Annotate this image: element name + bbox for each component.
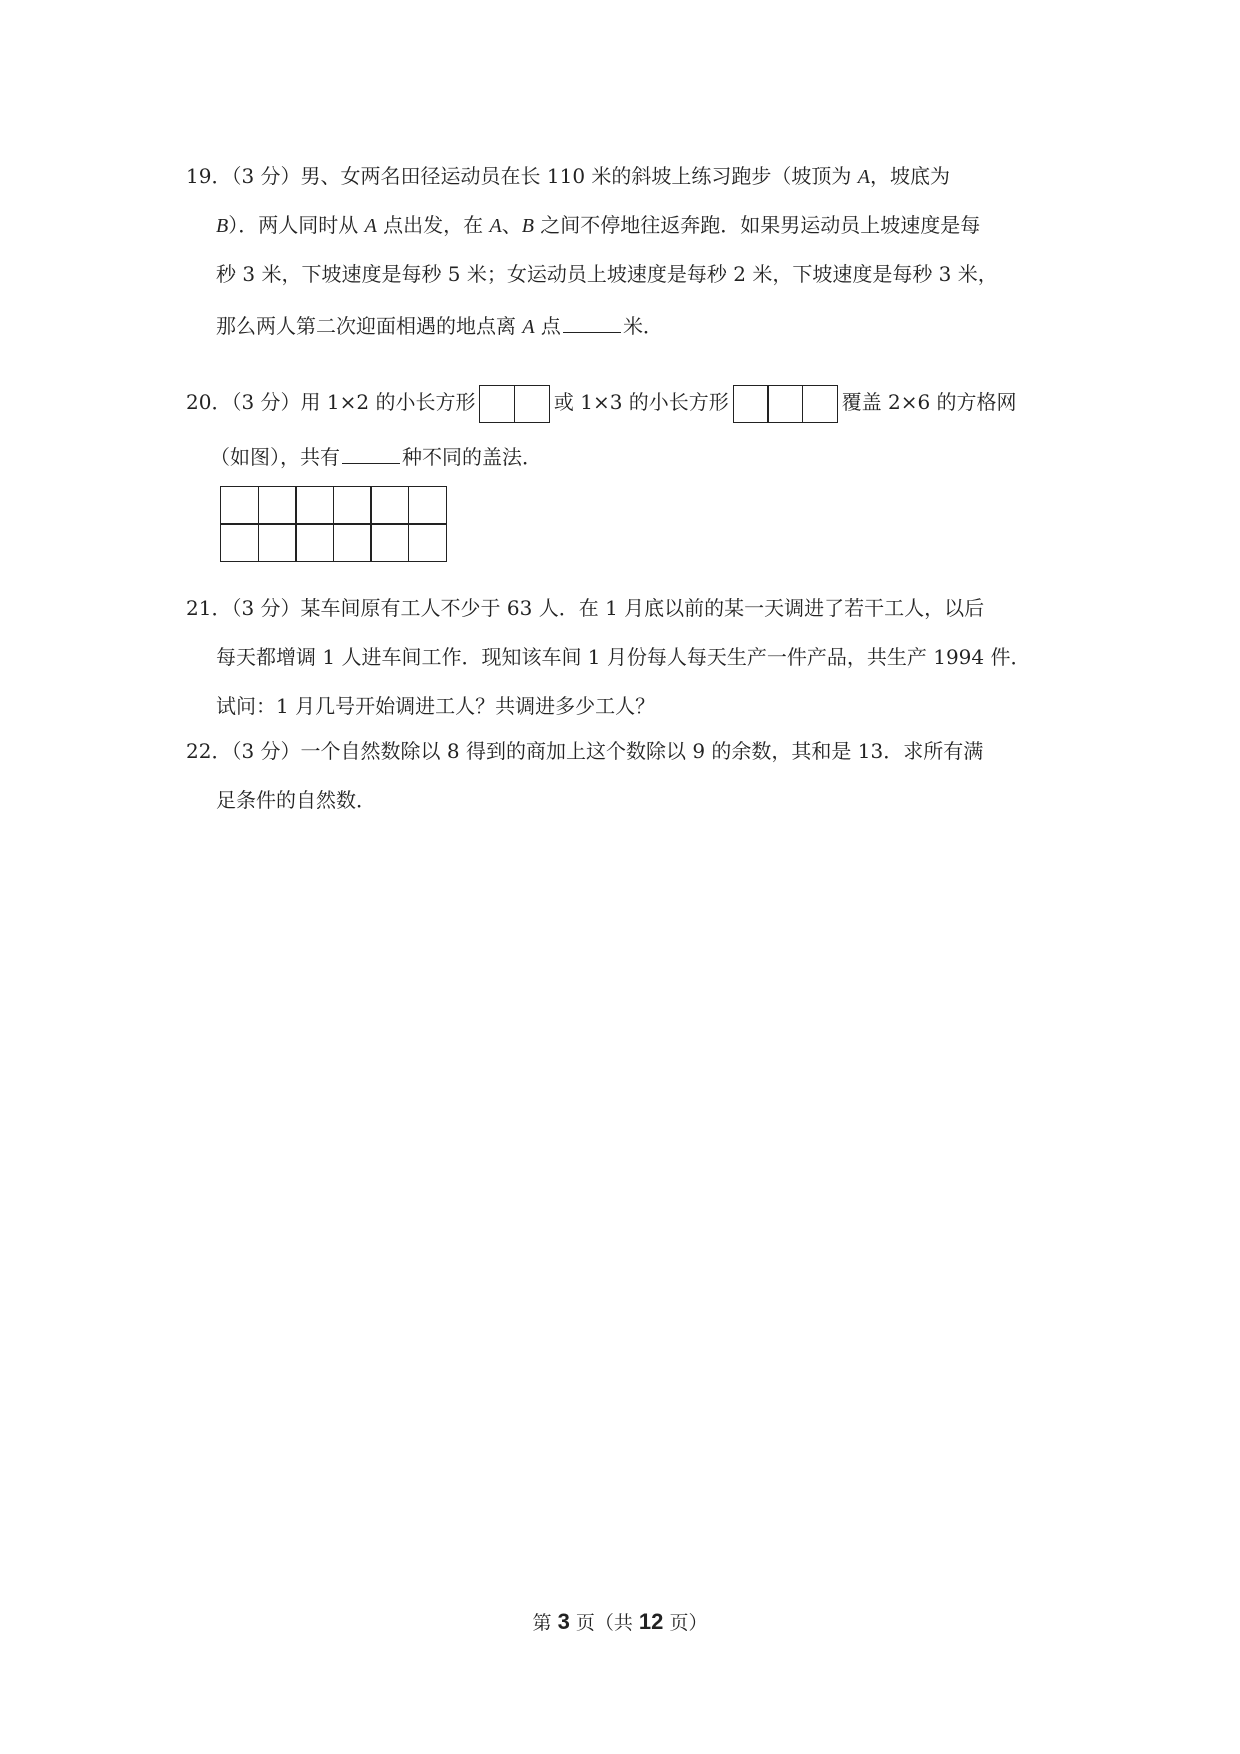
text: 男、女两名田径运动员在长 110 米的斜坡上练习跑步（坡顶为 xyxy=(300,164,858,188)
question-number: 19． xyxy=(186,164,232,188)
text: 或 1×3 的小长方形 xyxy=(553,390,729,414)
var-a: A xyxy=(857,166,871,188)
page-footer xyxy=(0,1608,1240,1635)
q19-line-3 xyxy=(216,261,998,287)
text: 第 xyxy=(532,1612,558,1634)
q21-line-3 xyxy=(216,693,655,719)
text: 、 xyxy=(501,213,522,237)
text: 试问：1 月几号开始调进工人？共调进多少工人？ xyxy=(216,694,656,718)
text: 点 xyxy=(534,314,561,338)
var-a: A xyxy=(522,316,535,338)
var-b: B xyxy=(216,215,229,237)
text: （如图），共有 xyxy=(210,445,340,469)
tromino-1x3-figure xyxy=(733,385,838,423)
question-number: 21． xyxy=(186,596,232,620)
q20-line-1 xyxy=(186,385,1017,423)
question-number: 22． xyxy=(186,739,232,763)
answer-blank[interactable] xyxy=(563,310,621,333)
text: 页） xyxy=(663,1612,708,1634)
text: 米． xyxy=(622,314,663,338)
text: 点出发，在 xyxy=(376,213,490,237)
text: 一个自然数除以 8 得到的商加上这个数除以 9 的余数，其和是 13．求所有满 xyxy=(300,739,984,763)
text: 每天都增调 1 人进车间工作．现知该车间 1 月份每人每天生产一件产品，共生产 1994 件． xyxy=(216,645,1031,669)
domino-1x2-figure xyxy=(479,385,549,423)
var-a: A xyxy=(489,215,502,237)
grid-2x6-figure xyxy=(221,487,446,561)
q22-line-2 xyxy=(216,787,376,813)
text: 覆盖 2×6 的方格网 xyxy=(841,390,1017,414)
q21-line-2 xyxy=(216,644,1031,670)
var-b: B xyxy=(521,215,534,237)
text: ，坡底为 xyxy=(870,164,951,188)
text: ）．两人同时从 xyxy=(228,213,365,237)
q19-line-4 xyxy=(216,310,663,340)
text: 页（共 xyxy=(569,1612,639,1634)
total-pages: 12 xyxy=(638,1609,664,1634)
score: （3 分） xyxy=(231,739,301,763)
question-number: 20． xyxy=(186,390,232,414)
q19-line-2 xyxy=(216,212,980,239)
text: 足条件的自然数． xyxy=(216,788,376,812)
q20-line-2 xyxy=(210,441,542,470)
text: 那么两人第二次迎面相遇的地点离 xyxy=(216,314,523,338)
text: 种不同的盖法． xyxy=(402,445,542,469)
page-number: 3 xyxy=(557,1609,570,1634)
text: 某车间原有工人不少于 63 人．在 1 月底以前的某一天调进了若干工人，以后 xyxy=(300,596,985,620)
answer-blank[interactable] xyxy=(342,441,400,464)
text: 之间不停地往返奔跑．如果男运动员上坡速度是每 xyxy=(533,213,981,237)
text: 用 1×2 的小长方形 xyxy=(300,390,476,414)
q21-line-1 xyxy=(186,595,984,621)
q19-line-1 xyxy=(186,163,950,190)
text: 秒 3 米，下坡速度是每秒 5 米；女运动员上坡速度是每秒 2 米，下坡速度是每秒 3 米， xyxy=(216,262,998,286)
score: （3 分） xyxy=(231,164,301,188)
var-a: A xyxy=(364,215,377,237)
q22-line-1 xyxy=(186,738,983,764)
score: （3 分） xyxy=(231,390,301,414)
score: （3 分） xyxy=(231,596,301,620)
